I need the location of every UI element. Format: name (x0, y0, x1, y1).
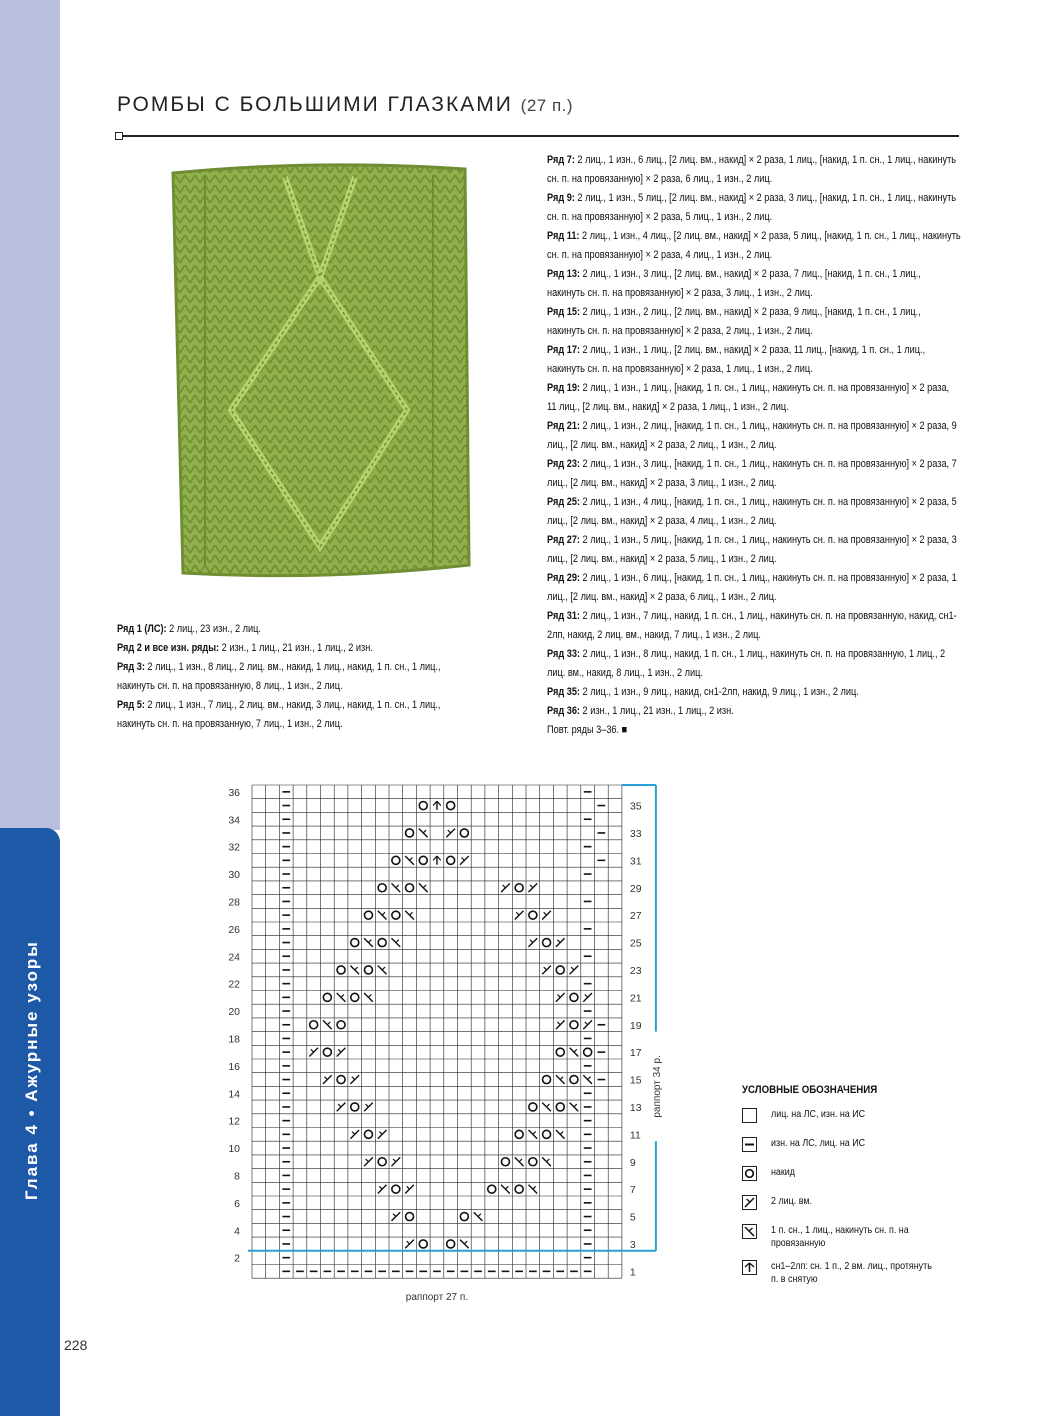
row-text: 2 лиц., 1 изн., 1 лиц., [накид, 1 п. сн., 1 лиц., накинуть сн. п. на провязанную] × 2 раза, 11 лиц., [2 лиц. вм., накид] × 2 раза, 1 лиц., 1 изн., 2 лиц. (547, 382, 950, 413)
instruction-row (117, 658, 478, 696)
ssk-mark (382, 912, 385, 915)
k2tog-mark (530, 940, 533, 943)
yarn-over-mark (460, 829, 468, 837)
row-text: 2 лиц., 1 изн., 6 лиц., [2 лиц. вм., накид] × 2 раза, 1 лиц., [накид, 1 п. сн., 1 лиц., накинуть сн. п. на провязанную] × 2 раза, 6 лиц., 1 изн., 2 лиц. (547, 154, 957, 185)
left-axis-tick: 14 (228, 1088, 240, 1101)
right-axis-tick: 17 (629, 1047, 642, 1060)
repeat-note: Повт. ряды 3–36. ■ (547, 724, 628, 736)
instruction-row (117, 620, 478, 639)
yarn-over-mark (570, 1021, 578, 1029)
k2tog-mark (393, 1214, 396, 1217)
yarn-over-mark (392, 856, 400, 864)
right-axis-tick: 21 (629, 992, 642, 1005)
yarn-over-mark (406, 1213, 414, 1221)
k2tog-mark (557, 995, 560, 998)
yarn-over-icon (742, 1166, 757, 1181)
row-text: 2 лиц., 1 изн., 4 лиц., [2 лиц. вм., накид] × 2 раза, 5 лиц., [накид, 1 п. сн., 1 лиц., накинуть сн. п. на провязанную] × 2 раза, 4 лиц., 1 изн., 2 лиц. (547, 230, 961, 261)
yarn-over-mark (447, 802, 455, 810)
instruction-row (547, 265, 961, 303)
ssk-mark (341, 995, 344, 998)
row-label: Ряд 36: (547, 705, 580, 717)
ssk-mark (410, 858, 413, 861)
right-axis-tick: 7 (629, 1184, 636, 1197)
k2tog-mark (542, 911, 551, 920)
legend-text: лиц. на ЛС, изн. на ИС (771, 1108, 866, 1120)
row-text: 2 лиц., 1 изн., 3 лиц., [2 лиц. вм., накид] × 2 раза, 7 лиц., [накид, 1 п. сн., 1 лиц., накинуть сн. п. на провязанную] × 2 раза, 3 лиц., 1 изн., 2 лиц. (547, 268, 921, 299)
left-axis-tick: 28 (228, 896, 240, 909)
row-label: Ряд 29: (547, 572, 580, 584)
k2tog-icon (742, 1195, 757, 1210)
k2tog-mark (542, 966, 551, 975)
row-text: 2 лиц., 1 изн., 6 лиц., [накид, 1 п. сн., 1 лиц., накинуть сн. п. на провязанную] × 2 раза, 1 лиц., [2 лиц. вм., накид] × 2 раза, 6 лиц., 1 изн., 2 лиц. (547, 572, 957, 603)
instruction-row (547, 379, 961, 417)
legend (742, 1084, 952, 1296)
yarn-over-mark (501, 1158, 509, 1166)
instruction-row (547, 341, 961, 379)
left-axis-tick: 6 (234, 1197, 240, 1210)
yarn-over-mark (310, 1021, 318, 1029)
k2tog-mark (366, 1104, 369, 1107)
ssk-mark (396, 940, 399, 943)
left-axis-tick: 22 (228, 978, 240, 991)
left-axis-tick: 2 (234, 1252, 240, 1265)
left-axis-tick: 34 (228, 814, 240, 827)
repeat-stitches-label: раппорт 27 п. (405, 1292, 469, 1304)
legend-text: накид (771, 1166, 795, 1178)
row-label: Ряд 5: (117, 699, 145, 711)
knitted-swatch-photo (165, 155, 475, 595)
ssk-mark (501, 1185, 510, 1194)
k2tog-mark (516, 912, 519, 915)
ssk-mark (556, 1075, 565, 1084)
left-axis-tick: 24 (228, 951, 240, 964)
ssk-mark (474, 1212, 483, 1221)
pattern-title (117, 93, 573, 117)
ssk-mark (327, 1022, 330, 1025)
k2tog-mark (407, 1241, 410, 1244)
row-text: 2 лиц., 1 изн., 8 лиц., 2 лиц. вм., накид, 1 лиц., накид, 1 п. сн., 1 лиц., накинуть сн. п. на провязанную, 8 лиц., 1 изн., 2 лиц. (117, 661, 441, 692)
yarn-over-mark (543, 1076, 551, 1084)
yarn-over-mark (419, 802, 427, 810)
instruction-row (547, 683, 961, 702)
yarn-over-mark (392, 1185, 400, 1193)
k2tog-mark (583, 1020, 592, 1029)
row-text: 2 лиц., 23 изн., 2 лиц. (166, 623, 261, 635)
row-label: Ряд 33: (547, 648, 580, 660)
row-label: Ряд 23: (547, 458, 580, 470)
yarn-over-mark (543, 1130, 551, 1138)
k2tog-mark (338, 1049, 341, 1052)
row-text: 2 лиц., 1 изн., 2 лиц., [накид, 1 п. сн., 1 лиц., накинуть сн. п. на провязанную] × 2 раза, 9 лиц., [2 лиц. вм., накид] × 2 раза, 2 лиц., 1 изн., 2 лиц. (547, 420, 957, 451)
k2tog-mark (350, 1075, 359, 1084)
yarn-over-mark (447, 1240, 455, 1248)
row-text: 2 изн., 1 лиц., 21 изн., 1 лиц., 2 изн. (579, 705, 734, 717)
left-axis-tick: 4 (234, 1225, 240, 1238)
k2tog-mark (352, 1132, 355, 1135)
ssk-mark (583, 1075, 592, 1084)
sk2p-icon (742, 1260, 757, 1275)
instruction-row (547, 189, 961, 227)
ssk-mark (423, 830, 426, 833)
row-label: Ряд 1 (ЛС): (117, 623, 167, 635)
k2tog-mark (448, 830, 451, 833)
k2tog-mark (515, 911, 524, 920)
row-text: 2 лиц., 1 изн., 4 лиц., [накид, 1 п. сн., 1 лиц., накинуть сн. п. на провязанную] × 2 раза, 5 лиц., [2 лиц. вм., накид] × 2 раза, 4 лиц., 1 изн., 2 лиц. (547, 496, 957, 527)
ssk-mark (378, 911, 387, 920)
right-axis-tick: 33 (629, 827, 642, 840)
legend-item-k2tog (742, 1195, 952, 1221)
yarn-over-mark (419, 1240, 427, 1248)
right-axis-tick: 5 (629, 1211, 636, 1224)
yarn-over-mark (323, 993, 331, 1001)
k2tog-mark (379, 1186, 382, 1189)
ssk-mark (392, 938, 401, 947)
right-axis-tick: 3 (629, 1238, 636, 1251)
yarn-over-mark (447, 856, 455, 864)
repeat-rows-label: раппорт 34 р. (651, 1055, 663, 1118)
row-text: 2 лиц., 1 изн., 7 лиц., 2 лиц. вм., накид, 3 лиц., накид, 1 п. сн., 1 лиц., накинуть сн. п. на провязанную, 7 лиц., 1 изн., 2 лиц. (117, 699, 441, 730)
legend-item-yarn-over (742, 1166, 952, 1192)
yarn-over-mark (392, 911, 400, 919)
k2tog-mark (530, 885, 533, 888)
yarn-over-mark (460, 1213, 468, 1221)
instruction-row (547, 151, 961, 189)
row-text: 2 лиц., 1 изн., 5 лиц., [накид, 1 п. сн., 1 лиц., накинуть сн. п. на провязанную] × 2 раза, 3 лиц., [2 лиц. вм., накид] × 2 раза, 5 лиц., 1 изн., 2 лиц. (547, 534, 957, 565)
instruction-row (547, 645, 961, 683)
k2tog-mark (364, 1157, 373, 1166)
ssk-mark (574, 1049, 577, 1052)
yarn-over-mark (515, 884, 523, 892)
legend-item-purl (742, 1137, 952, 1163)
row-label: Ряд 3: (117, 661, 145, 673)
right-axis-tick: 9 (629, 1156, 636, 1169)
k2tog-mark (352, 1077, 355, 1080)
legend-text: 1 п. сн., 1 лиц., накинуть сн. п. на провязанную (771, 1224, 909, 1249)
yarn-over-mark (543, 939, 551, 947)
page-number: 228 (64, 1337, 88, 1353)
row-text: 2 лиц., 1 изн., 2 лиц., [2 лиц. вм., накид] × 2 раза, 9 лиц., [накид, 1 п. сн., 1 лиц., накинуть сн. п. на провязанную] × 2 раза, 2 лиц., 1 изн., 2 лиц. (547, 306, 921, 337)
instruction-row (117, 639, 478, 658)
yarn-over-mark (337, 1021, 345, 1029)
k2tog-mark (585, 995, 588, 998)
yarn-over-mark (378, 1158, 386, 1166)
left-axis-tick: 12 (228, 1115, 240, 1128)
right-axis-tick: 15 (629, 1074, 642, 1087)
ssk-mark (533, 1132, 536, 1135)
knitting-chart (215, 780, 700, 1310)
instruction-row (547, 702, 961, 721)
row-label: Ряд 25: (547, 496, 580, 508)
row-text: 2 лиц., 1 изн., 7 лиц., накид, 1 п. сн., 1 лиц., накинуть сн. п. на провязанную, накид, сн1-2лп, накид, 2 лиц. вм., накид, 7 лиц., 1 изн., 2 лиц. (547, 610, 957, 641)
legend-text: изн. на ЛС, лиц. на ИС (771, 1137, 866, 1149)
k2tog-mark (309, 1048, 318, 1057)
ssk-mark (464, 1241, 467, 1244)
yarn-over-mark (364, 911, 372, 919)
k2tog-mark (366, 1159, 369, 1162)
ssk-mark (519, 1159, 522, 1162)
chapter-sidebar-top (0, 0, 60, 830)
ssk-mark (368, 995, 371, 998)
yarn-over-mark (378, 939, 386, 947)
instruction-row (547, 569, 961, 607)
row-label: Ряд 27: (547, 534, 580, 546)
row-label: Ряд 15: (547, 306, 580, 318)
ssk-mark (547, 1159, 550, 1162)
ssk-mark (588, 1077, 591, 1080)
yarn-over-mark (570, 1076, 578, 1084)
right-axis-tick: 1 (629, 1266, 636, 1279)
yarn-over-mark (364, 966, 372, 974)
right-axis-tick: 23 (629, 964, 642, 977)
right-axis-tick: 13 (629, 1101, 642, 1114)
ssk-mark (396, 885, 399, 888)
k2tog-mark (503, 885, 506, 888)
chapter-title: Глава 4 • Ажурные узоры (22, 940, 41, 1200)
row-label: Ряд 9: (547, 192, 575, 204)
right-axis-tick: 27 (629, 910, 642, 923)
right-axis-tick: 19 (629, 1019, 642, 1032)
k2tog-mark (325, 1077, 328, 1080)
k2tog-mark (585, 1022, 588, 1025)
yarn-over-mark (406, 829, 414, 837)
right-axis-tick: 11 (629, 1129, 641, 1142)
instruction-row (547, 227, 961, 265)
k2tog-mark (338, 1104, 341, 1107)
row-label: Ряд 2 и все изн. ряды: (117, 642, 220, 654)
k2tog-mark (392, 1212, 401, 1221)
row-text: 2 изн., 1 лиц., 21 изн., 1 лиц., 2 изн. (219, 642, 373, 654)
ssk-mark (533, 1186, 536, 1189)
ssk-mark (574, 1104, 577, 1107)
k2tog-mark (556, 938, 565, 947)
k2tog-mark (544, 912, 547, 915)
k2tog-mark (571, 967, 574, 970)
k2tog-mark (378, 1185, 387, 1194)
left-axis-tick: 18 (228, 1033, 240, 1046)
instruction-row (547, 303, 961, 341)
row-label: Ряд 21: (547, 420, 580, 432)
yarn-over-mark (529, 1103, 537, 1111)
left-axis-tick: 30 (228, 869, 240, 882)
instruction-row (117, 696, 478, 734)
yarn-over-mark (351, 1103, 359, 1111)
row-text: 2 лиц., 1 изн., 9 лиц., накид, сн1-2лп, накид, 9 лиц., 1 изн., 2 лиц. (579, 686, 859, 698)
ssk-mark (478, 1214, 481, 1217)
yarn-over-mark (556, 1048, 564, 1056)
yarn-over-mark (584, 1048, 592, 1056)
ssk-mark (423, 885, 426, 888)
yarn-over-mark (556, 1103, 564, 1111)
legend-item-sk2p (742, 1260, 952, 1293)
left-axis-tick: 20 (228, 1006, 240, 1019)
legend-title: УСЛОВНЫЕ ОБОЗНАЧЕНИЯ (742, 1084, 878, 1096)
k2tog-mark (557, 1022, 560, 1025)
instruction-row (547, 531, 961, 569)
left-axis-tick: 36 (228, 786, 240, 799)
row-text: 2 лиц., 1 изн., 1 лиц., [2 лиц. вм., накид] × 2 раза, 11 лиц., [накид, 1 п. сн., 1 лиц., накинуть сн. п. на провязанную] × 2 раза, 1 лиц., 1 изн., 2 лиц. (547, 344, 926, 375)
k2tog-mark (544, 967, 547, 970)
instructions-left (117, 620, 478, 734)
ssk-mark (560, 1132, 563, 1135)
yarn-over-mark (529, 1158, 537, 1166)
title-rule-marker (115, 132, 123, 140)
yarn-over-mark (419, 856, 427, 864)
right-axis-tick: 25 (629, 937, 642, 950)
instruction-row (547, 417, 961, 455)
row-label: Ряд 19: (547, 382, 580, 394)
yarn-over-mark (337, 966, 345, 974)
left-axis-tick: 32 (228, 841, 240, 854)
legend-text: 2 лиц. вм. (771, 1195, 812, 1207)
right-axis-tick: 31 (629, 855, 642, 868)
yarn-over-mark (351, 939, 359, 947)
row-label: Ряд 17: (547, 344, 580, 356)
ssk-mark (505, 1186, 508, 1189)
ssk-mark (547, 1104, 550, 1107)
yarn-over-mark (323, 1048, 331, 1056)
title-text: РОМБЫ С БОЛЬШИМИ ГЛАЗКАМИ (117, 93, 513, 116)
row-label: Ряд 31: (547, 610, 580, 622)
k2tog-mark (462, 858, 465, 861)
ssk-mark (410, 912, 413, 915)
row-label: Ряд 7: (547, 154, 575, 166)
instruction-row (547, 607, 961, 645)
row-label: Ряд 35: (547, 686, 580, 698)
legend-text: сн1–2лп: сн. 1 п., 2 вм. лиц., протянуть п. в снятую (771, 1260, 932, 1285)
row-text: 2 лиц., 1 изн., 3 лиц., [накид, 1 п. сн., 1 лиц., накинуть сн. п. на провязанную] × 2 раза, 7 лиц., [2 лиц. вм., накид] × 2 раза, 3 лиц., 1 изн., 2 лиц. (547, 458, 957, 489)
ssk-mark (570, 1048, 579, 1057)
yarn-over-mark (364, 1130, 372, 1138)
row-text: 2 лиц., 1 изн., 5 лиц., [2 лиц. вм., накид] × 2 раза, 3 лиц., [накид, 1 п. сн., 1 лиц., накинуть сн. п. на провязанную] × 2 раза, 5 лиц., 1 изн., 2 лиц. (547, 192, 957, 223)
yarn-over-mark (515, 1185, 523, 1193)
instruction-row (547, 455, 961, 493)
ssk-mark (560, 1077, 563, 1080)
k2tog-mark (337, 1048, 346, 1057)
ssk-mark (368, 940, 371, 943)
row-text: 2 лиц., 1 изн., 8 лиц., накид, 1 п. сн., 1 лиц., накинуть сн. п. на провязанную, 1 лиц., 2 лиц. вм., накид, 8 лиц., 1 изн., 2 лиц. (547, 648, 946, 679)
title-rule (117, 135, 959, 137)
yarn-over-mark (351, 993, 359, 1001)
ssk-mark (382, 967, 385, 970)
instruction-row (547, 493, 961, 531)
yarn-over-mark (488, 1185, 496, 1193)
yarn-over-mark (406, 884, 414, 892)
ssk-mark (529, 1185, 538, 1194)
legend-item-ssk (742, 1224, 952, 1257)
yarn-over-mark (529, 911, 537, 919)
yarn-over-mark (556, 966, 564, 974)
k2tog-mark (311, 1049, 314, 1052)
k2tog-mark (393, 1159, 396, 1162)
left-axis-tick: 10 (228, 1143, 240, 1156)
left-axis-tick: 26 (228, 923, 240, 936)
right-axis-tick: 29 (629, 882, 642, 895)
stitch-count: (27 п.) (520, 96, 574, 115)
row-label: Ряд 11: (547, 230, 580, 242)
right-axis-tick: 35 (629, 800, 642, 813)
instructions-right (547, 151, 961, 740)
purl-dash-icon (742, 1137, 757, 1152)
k2tog-mark (407, 1186, 410, 1189)
ssk-mark (405, 911, 414, 920)
knit-square-icon (742, 1108, 757, 1123)
k2tog-mark (529, 938, 538, 947)
yarn-over-mark (570, 993, 578, 1001)
yarn-over-mark (515, 1130, 523, 1138)
k2tog-mark (379, 1132, 382, 1135)
ssk-icon (742, 1224, 757, 1239)
k2tog-mark (323, 1075, 332, 1084)
left-axis-tick: 8 (234, 1170, 240, 1183)
yarn-over-mark (378, 884, 386, 892)
k2tog-mark (557, 940, 560, 943)
k2tog-mark (405, 1185, 414, 1194)
left-axis-tick: 16 (228, 1060, 240, 1073)
legend-item-knit (742, 1108, 952, 1134)
row-label: Ряд 13: (547, 268, 580, 280)
yarn-over-mark (337, 1076, 345, 1084)
ssk-mark (364, 938, 373, 947)
ssk-mark (355, 967, 358, 970)
